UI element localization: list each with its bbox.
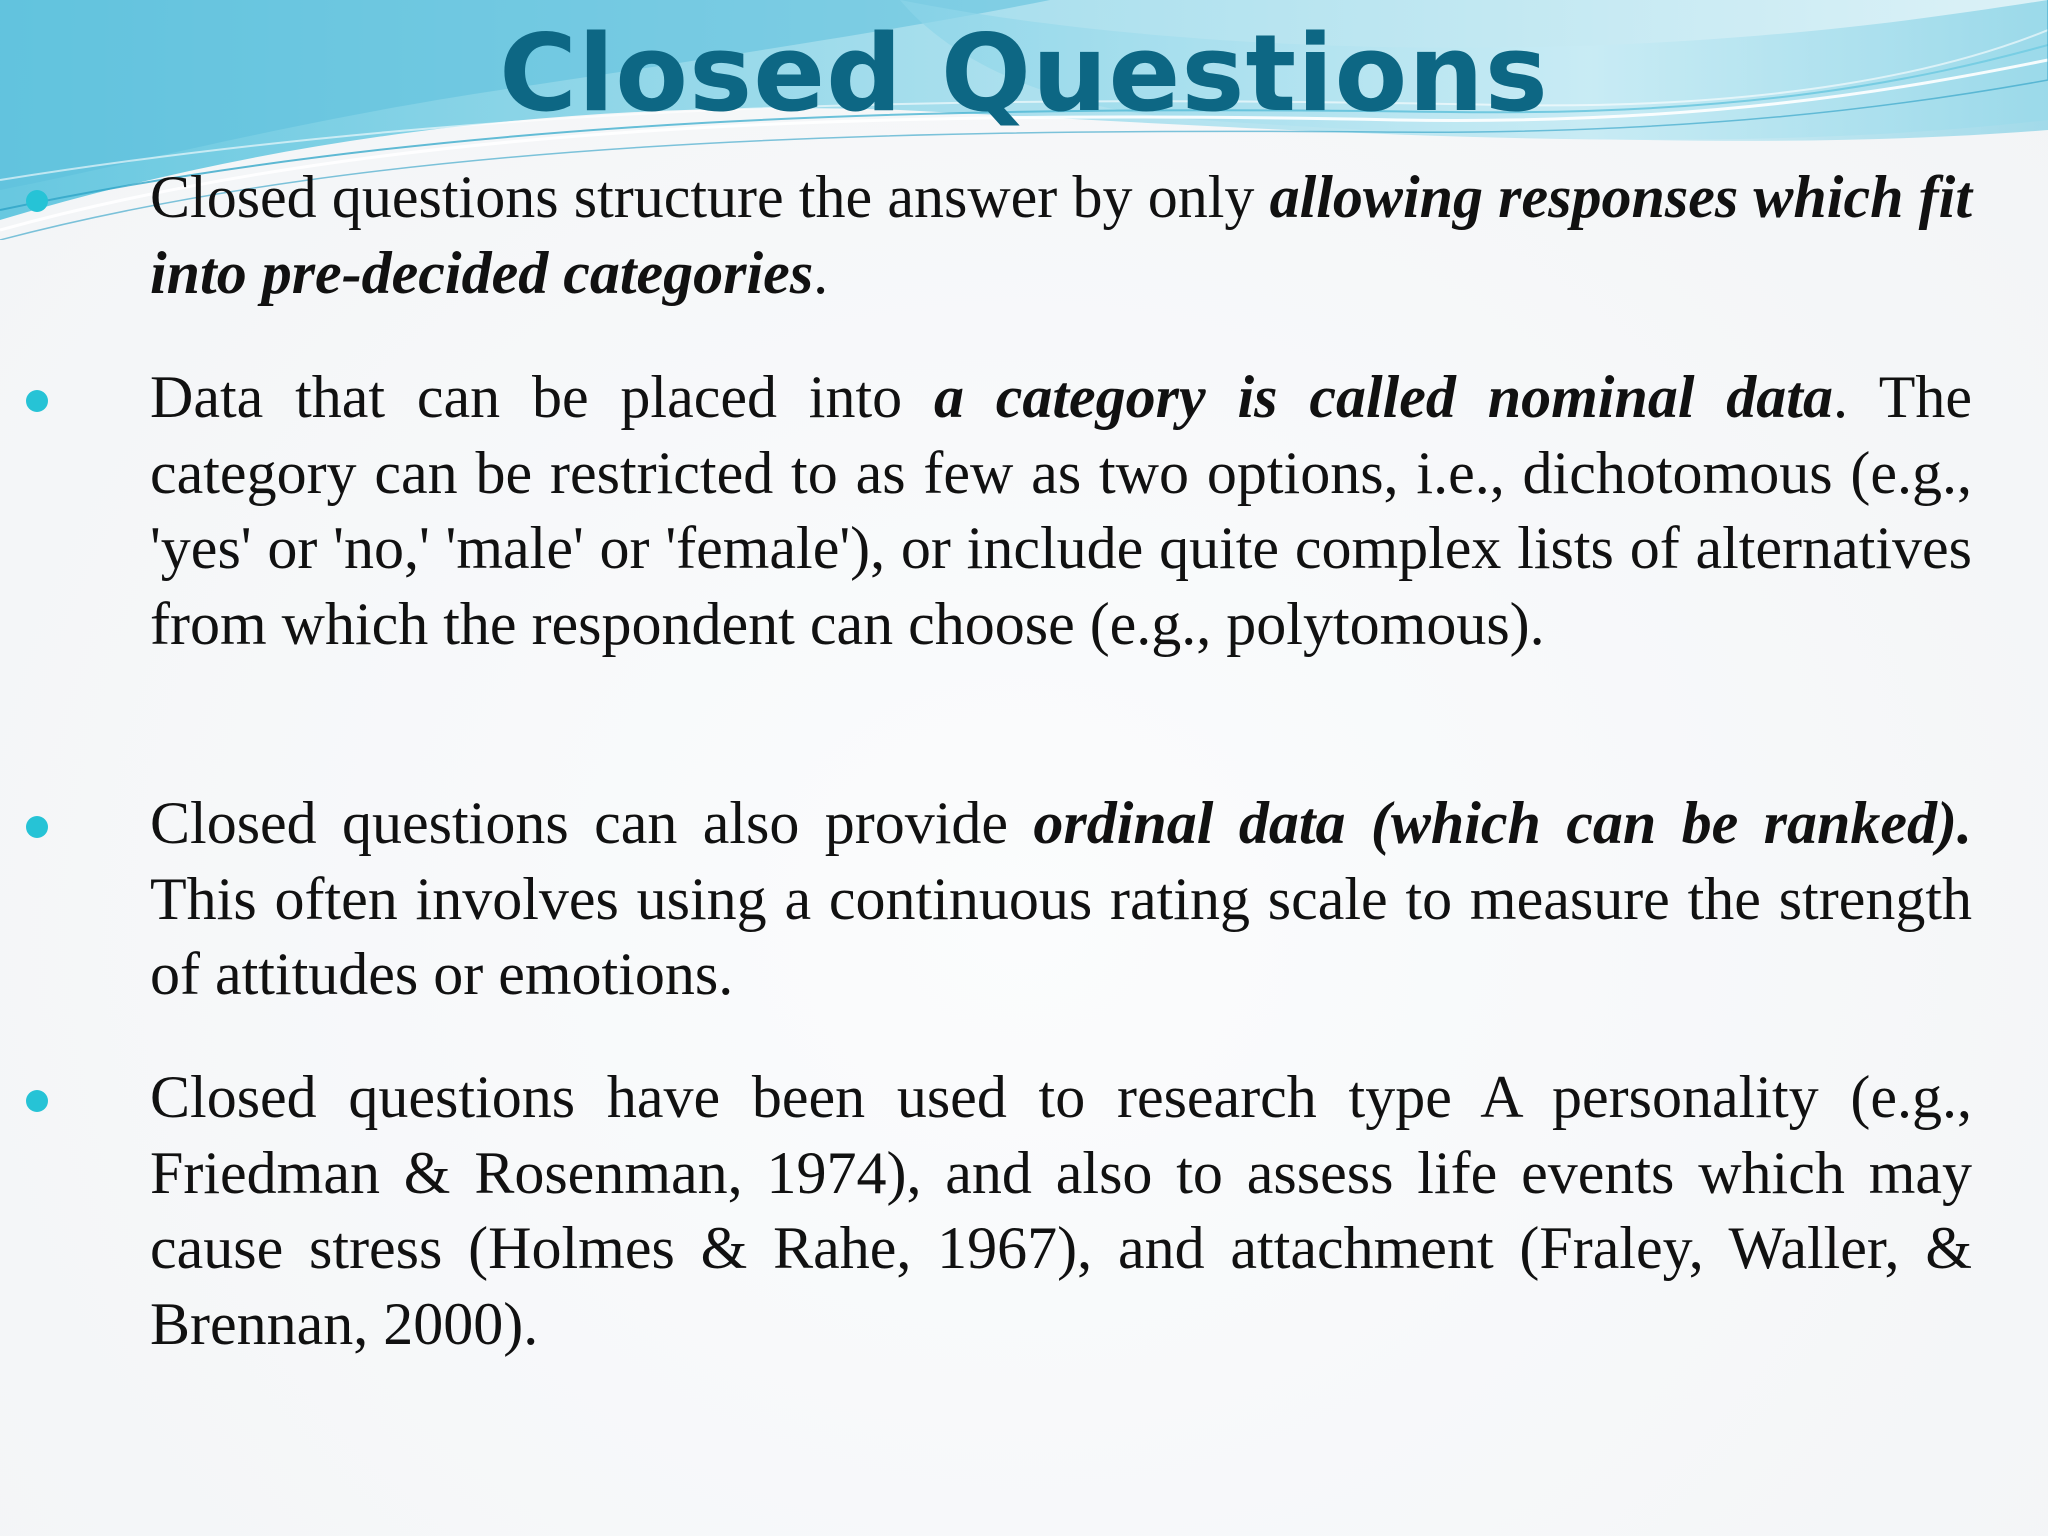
- bullet-text-emphasis: ordinal data (which can be ranked).: [1033, 790, 1972, 856]
- bullet-text-plain: Closed questions structure the answer by only: [150, 164, 1270, 230]
- bullet-text: [150, 360, 1972, 662]
- bullet-text-plain: .: [813, 239, 829, 306]
- bullet-text-plain: Closed questions can also provide: [150, 790, 1034, 856]
- bullet-text-plain: Closed questions have been used to research type A personality (e.g., Friedman & Rosenman, 1974), and also to assess life events which may cause stress (Holmes & Rahe, 1967), and attachment (Fraley, Waller, & Brennan, 2000).: [150, 1064, 1972, 1357]
- bullet-dot-icon: [26, 190, 48, 212]
- page-title: Closed Questions: [499, 12, 1549, 135]
- bullet-dot-icon: [26, 1090, 48, 1112]
- bullet-text: [150, 160, 1972, 311]
- bullet-dot-icon: [26, 390, 48, 412]
- bullet-text-emphasis: a category is called nominal data: [933, 364, 1833, 430]
- bullet-text: [150, 786, 1972, 1013]
- bullet-text-plain: Data that can be placed into: [150, 364, 934, 430]
- bullet-text-plain: This often involves using a continuous rating scale to measure the strength of attitudes or emotions.: [150, 865, 1972, 1007]
- bullet-text: [150, 1060, 1972, 1362]
- bullet-text-emphasis: allowing responses which fit into pre-decided categories: [150, 164, 1972, 306]
- bullet-text-plain: . The category can be restricted to as few as two options, i.e., dichotomous (e.g., 'yes' or 'no,' 'male' or 'female'), or include quite complex lists of alternatives from which the respondent can choose (e.g., polytomous).: [150, 364, 1972, 657]
- bullet-dot-icon: [26, 816, 48, 838]
